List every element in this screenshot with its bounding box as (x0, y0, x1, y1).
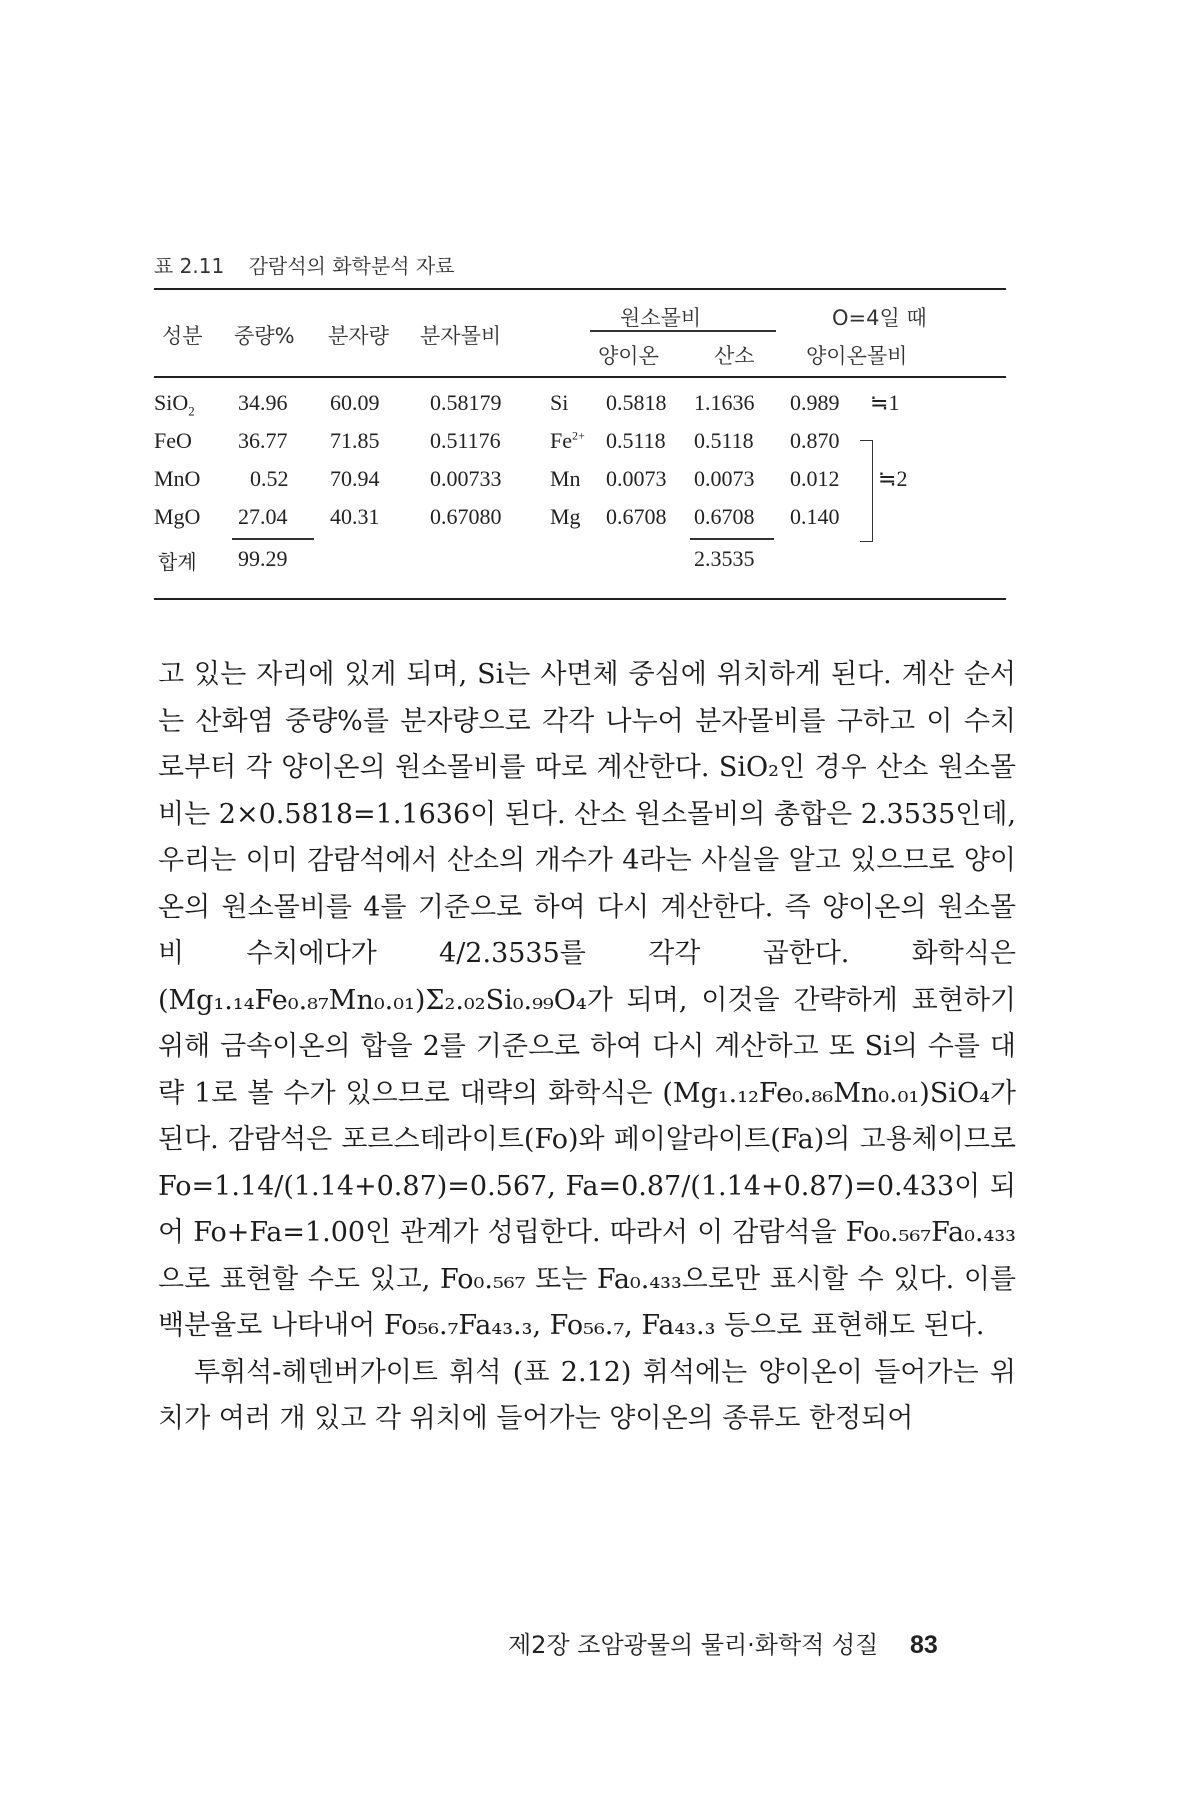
table-number: 표 2.11 (154, 254, 225, 278)
oxide-name: SiO (154, 390, 189, 415)
header-molecular-weight: 분자량 (328, 324, 389, 348)
page-footer (508, 1625, 938, 1660)
row-mol-weight: 40.31 (330, 504, 380, 529)
header-o4-bottom: 양이온몰비 (806, 344, 908, 368)
header-weight: 중량% (234, 324, 295, 348)
oxide-subscript: 2 (188, 403, 195, 419)
row-element (550, 504, 581, 530)
element-symbol: Mn (550, 466, 581, 491)
row-mol-ratio: 0.67080 (430, 504, 502, 529)
row-o4: 0.870 (790, 428, 840, 453)
row-element (550, 390, 568, 416)
weight-sum-rule (232, 538, 314, 540)
row-oxygen: 0.0073 (694, 466, 755, 491)
row-mol-ratio: 0.58179 (430, 390, 502, 415)
chapter-title: 제2장 조암광물의 물리·화학적 성질 (508, 1631, 879, 1659)
header-atomic-ratio: 원소몰비 (620, 306, 702, 330)
approx-others: ≒2 (878, 466, 908, 491)
row-element (550, 466, 581, 492)
element-symbol: Si (550, 390, 569, 415)
paragraph-continued: 고 있는 자리에 있게 되며, Si는 사면체 중심에 위치하게 된다. 계산 순서는 산화염 중량%를 분자량으로 각각 나누어 분자몰비를 구하고 이 수치로부터 각 양이온의 원소몰비를 따로 계산한다. SiO₂인 경우 산소 원소몰비는 2×0.5818=1.1636이 된다. 산소 원소몰비의 총합은 2.3535인데, 우리는 이미 감람석에서 산소의 개수가 4라는 사실을 알고 있으므로 양이온의 원소몰비를 4를 기준으로 하여 다시 계산한다. 즉 양이온의 원소몰비 수치에다가 4/2.3535를 각각 곱한다. 화학식은 (Mg₁.₁₄Fe₀.₈₇Mn₀.₀₁)Σ₂.₀₂Si₀.₉₉O₄가 되며, 이것을 간략하게 표현하기 위해 금속이온의 합을 2를 기준으로 하여 다시 계산하고 또 Si의 수를 대략 1로 볼 수가 있으므로 대략의 화학식은 (Mg₁.₁₂Fe₀.₈₆Mn₀.₀₁)SiO₄가 된다. 감람석은 포르스테라이트(Fo)와 페이알라이트(Fa)의 고용체이므로 Fo=1.14/(1.14+0.87)=0.567, Fa=0.87/(1.14+0.87)=0.433이 되어 Fo+Fa=1.00인 관계가 성립한다. 따라서 이 감람석을 Fo₀.₅₆₇Fa₀.₄₃₃으로 표현할 수도 있고, Fo₀.₅₆₇ 또는 Fa₀.₄₃₃으로만 표시할 수 있다. 이를 백분율로 나타내어 Fo₅₆.₇Fa₄₃.₃, Fo₅₆.₇, Fa₄₃.₃ 등으로 표현해도 된다. (158, 659, 1016, 1341)
element-symbol: Mg (550, 504, 581, 529)
row-mol-weight: 60.09 (330, 390, 380, 415)
header-atomic-ratio-rule (590, 330, 776, 332)
row-element (550, 428, 585, 454)
table-top-rule (154, 288, 1006, 290)
cation-sum-bracket (860, 440, 873, 542)
row-weight: 0.52 (250, 466, 289, 491)
page-number: 83 (910, 1631, 938, 1659)
row-oxygen: 0.6708 (694, 504, 755, 529)
row-weight: 36.77 (238, 428, 288, 453)
row-o4: 0.012 (790, 466, 840, 491)
total-label: 합계 (158, 550, 197, 574)
header-o4-top: O=4일 때 (832, 306, 927, 330)
table-bottom-rule (154, 598, 1006, 600)
row-cation: 0.0073 (606, 466, 667, 491)
oxygen-sum-rule (690, 538, 774, 540)
table-header-rule (154, 376, 1006, 378)
row-cation: 0.5818 (606, 390, 667, 415)
row-mol-ratio: 0.00733 (430, 466, 502, 491)
total-oxygen: 2.3535 (694, 546, 755, 571)
row-weight: 27.04 (238, 504, 288, 529)
row-cation: 0.5118 (606, 428, 666, 453)
row-oxygen: 0.5118 (694, 428, 754, 453)
row-o4: 0.989 (790, 390, 840, 415)
row-weight: 34.96 (238, 390, 288, 415)
element-symbol: Fe (550, 428, 572, 453)
element-charge: 2+ (572, 428, 585, 443)
header-molar-ratio: 분자몰비 (420, 324, 502, 348)
table-caption (154, 250, 455, 279)
paragraph-pyroxene: 투휘석-헤덴버가이트 휘석 (표 2.12) 휘석에는 양이온이 들어가는 위치가 여러 개 있고 각 위치에 들어가는 양이온의 종류도 한정되어 (158, 1356, 1016, 1434)
row-cation: 0.6708 (606, 504, 667, 529)
row-mol-ratio: 0.51176 (430, 428, 501, 453)
body-text (158, 652, 1016, 1443)
oxide-name: MgO (154, 504, 201, 529)
row-o4: 0.140 (790, 504, 840, 529)
oxide-name: MnO (154, 466, 201, 491)
row-mol-weight: 70.94 (330, 466, 380, 491)
approx-si: ≒1 (870, 390, 900, 415)
table-title: 감람석의 화학분석 자료 (248, 254, 455, 278)
row-oxide (154, 390, 195, 419)
header-component: 성분 (162, 324, 203, 348)
header-cation: 양이온 (598, 344, 659, 368)
row-oxygen: 1.1636 (694, 390, 755, 415)
header-oxygen: 산소 (714, 344, 755, 368)
row-oxide (154, 504, 200, 533)
chemical-analysis-table (154, 288, 1006, 600)
total-weight: 99.29 (238, 546, 288, 571)
oxide-name: FeO (154, 428, 192, 453)
row-oxide (154, 428, 192, 457)
row-mol-weight: 71.85 (330, 428, 380, 453)
row-oxide (154, 466, 200, 495)
